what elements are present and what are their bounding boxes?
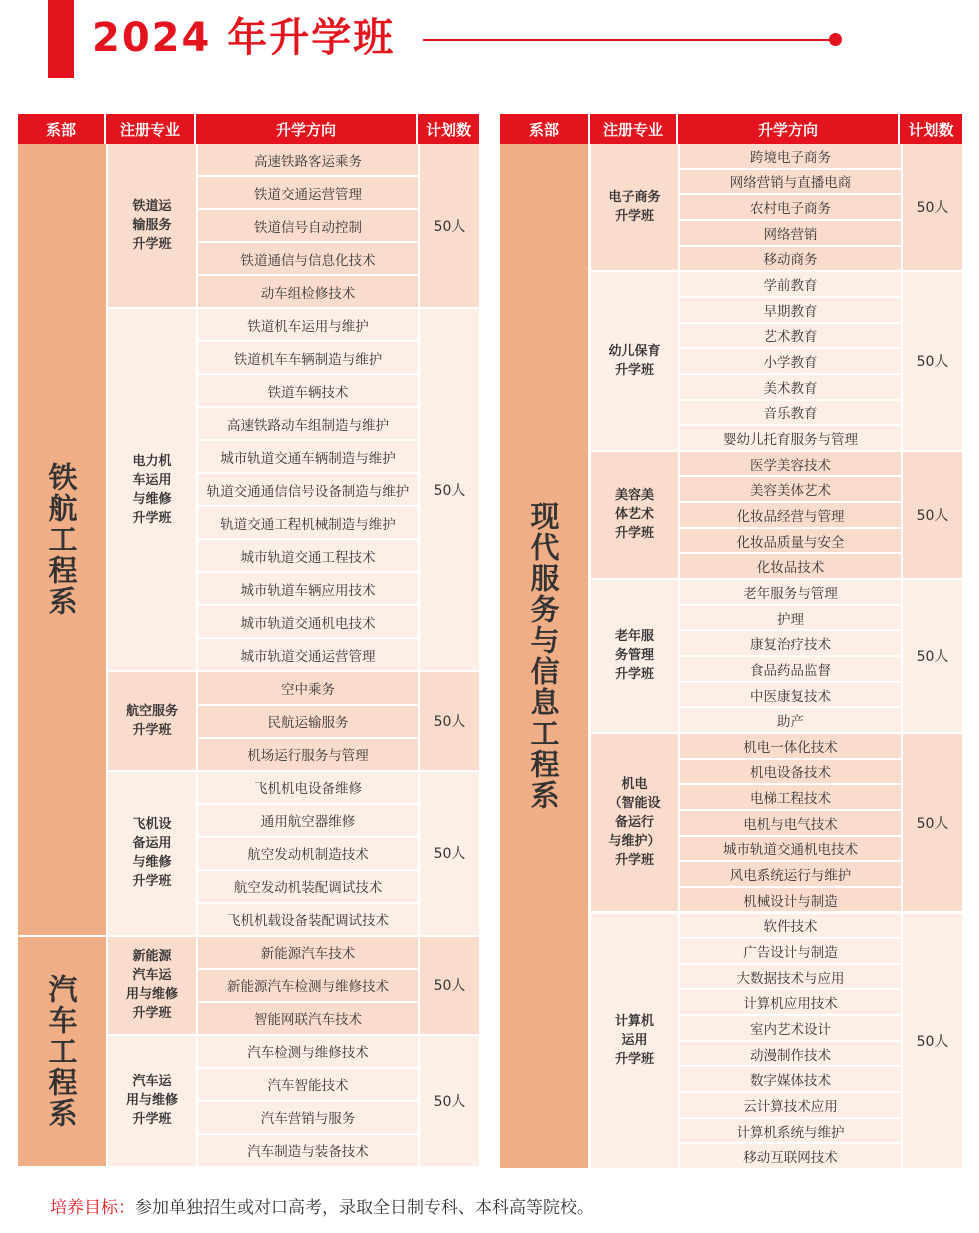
major-cell <box>108 772 196 935</box>
title-divider-dot <box>829 33 842 46</box>
left-table <box>18 114 479 1170</box>
direction-item: 汽车智能技术 <box>198 1069 418 1102</box>
major-cell <box>591 914 678 1169</box>
plan-count: 50人 <box>420 672 479 769</box>
direction-item: 机械设计与制造 <box>743 893 838 910</box>
direction-item: 轨道交通工程机械制造与维护 <box>198 507 418 540</box>
plan-count: 50人 <box>903 452 962 578</box>
plan-count: 50人 <box>420 144 479 307</box>
direction-item: 云计算技术应用 <box>680 1093 901 1119</box>
direction-list <box>680 914 901 1169</box>
direction-item: 电机与电气技术 <box>680 811 901 837</box>
major-name: 老年服 务管理 升学班 <box>614 629 654 683</box>
direction-list <box>680 452 901 578</box>
department-cell <box>500 144 588 1168</box>
direction-item: 广告设计与制造 <box>680 939 901 965</box>
major-name: 飞机设 备运用 与维修 升学班 <box>132 817 172 890</box>
direction-item: 汽车检测与维修技术 <box>198 1036 418 1069</box>
direction-item: 医学美容技术 <box>680 452 901 478</box>
header-direction: 升学方向 <box>196 114 418 144</box>
left-table-body <box>18 144 479 1170</box>
footer-goal-label: 培养目标： <box>50 1198 135 1218</box>
department-name: 铁航工程系 <box>44 461 79 617</box>
department-cell <box>18 937 106 1166</box>
plan-count: 50人 <box>903 272 962 450</box>
direction-item: 城市轨道车辆应用技术 <box>198 573 418 606</box>
header-direction: 升学方向 <box>678 114 900 144</box>
direction-item: 汽车营销与服务 <box>198 1102 418 1135</box>
direction-list <box>680 144 901 270</box>
plan-count: 50人 <box>903 734 962 912</box>
major-cell <box>108 672 196 769</box>
plan-count: 50人 <box>420 1036 479 1166</box>
direction-item: 铁道交通运营管理 <box>198 177 418 210</box>
direction-item: 中医康复技术 <box>680 683 901 709</box>
major-name: 美容美 体艺术 升学班 <box>614 488 654 542</box>
right-table <box>500 114 962 1170</box>
plan-count: 50人 <box>903 914 962 1169</box>
major-name: 铁道运 输服务 升学班 <box>132 199 172 253</box>
direction-item: 城市轨道交通工程技术 <box>198 540 418 573</box>
direction-item: 移动商务 <box>763 252 818 269</box>
direction-item: 音乐教育 <box>680 401 901 427</box>
header-dept: 系部 <box>500 114 590 144</box>
major-cell <box>591 272 678 450</box>
direction-item: 移动互联网技术 <box>743 1150 838 1167</box>
direction-list <box>198 937 418 1034</box>
direction-item: 康复治疗技术 <box>680 631 901 657</box>
header-major: 注册专业 <box>106 114 196 144</box>
major-name: 电力机 车运用 与维修 升学班 <box>132 453 172 526</box>
direction-item: 轨道交通通信信号设备制造与维护 <box>198 474 418 507</box>
direction-item: 软件技术 <box>680 914 901 940</box>
major-name: 汽车运 用与维修 升学班 <box>125 1074 178 1128</box>
direction-item: 老年服务与管理 <box>680 580 901 606</box>
direction-item: 铁道信号自动控制 <box>198 210 418 243</box>
direction-item: 食品药品监督 <box>680 657 901 683</box>
header-plan: 计划数 <box>908 120 954 139</box>
direction-item: 空中乘务 <box>198 672 418 705</box>
direction-item: 室内艺术设计 <box>680 1016 901 1042</box>
major-cell <box>108 1036 196 1166</box>
direction-item: 化妆品技术 <box>756 560 825 577</box>
direction-list <box>198 1036 418 1166</box>
direction-item: 护理 <box>680 606 901 632</box>
left-table-header <box>18 114 479 144</box>
major-name: 航空服务 升学班 <box>125 704 178 738</box>
direction-item: 数字媒体技术 <box>680 1067 901 1093</box>
major-name: 机电 （智能设 备运行 与维护） 升学班 <box>608 777 661 869</box>
direction-item: 婴幼儿托育服务与管理 <box>723 432 858 449</box>
footer-goal-text: 参加单独招生或对口高考，录取全日制专科、本科高等院校。 <box>135 1198 594 1218</box>
major-cell <box>591 734 678 912</box>
direction-item: 新能源汽车检测与维修技术 <box>198 970 418 1003</box>
major-name: 计算机 运用 升学班 <box>614 1014 654 1068</box>
direction-item: 铁道机车运用与维护 <box>198 309 418 342</box>
direction-item: 城市轨道交通机电技术 <box>198 606 418 639</box>
direction-item: 城市轨道交通机电技术 <box>680 837 901 863</box>
header-plan: 计划数 <box>425 120 471 139</box>
direction-item: 计算机应用技术 <box>680 990 901 1016</box>
direction-item: 小学教育 <box>680 349 901 375</box>
major-cell <box>591 452 678 578</box>
direction-item: 化妆品经营与管理 <box>680 503 901 529</box>
department-name: 汽车工程系 <box>44 973 79 1129</box>
plan-count: 50人 <box>903 144 962 270</box>
major-cell <box>108 937 196 1034</box>
direction-item: 农村电子商务 <box>680 195 901 221</box>
plan-count: 50人 <box>420 309 479 670</box>
major-cell <box>108 144 196 307</box>
direction-list <box>198 144 418 307</box>
direction-item: 飞机机电设备维修 <box>198 772 418 805</box>
plan-count: 50人 <box>903 580 962 732</box>
direction-item: 民航运输服务 <box>198 706 418 739</box>
direction-item: 美术教育 <box>680 375 901 401</box>
direction-item: 大数据技术与应用 <box>680 965 901 991</box>
direction-item: 铁道通信与信息化技术 <box>198 243 418 276</box>
direction-item: 跨境电子商务 <box>680 144 901 170</box>
plan-count: 50人 <box>420 937 479 1034</box>
department-cell <box>18 144 106 935</box>
major-cell <box>591 580 678 732</box>
major-name: 电子商务 升学班 <box>608 190 661 225</box>
direction-item: 风电系统运行与维护 <box>680 862 901 888</box>
direction-item: 铁道车辆技术 <box>198 375 418 408</box>
header-dept: 系部 <box>18 114 106 144</box>
direction-item: 高速铁路客运乘务 <box>198 144 418 177</box>
direction-item: 新能源汽车技术 <box>198 937 418 970</box>
direction-item: 城市轨道交通运营管理 <box>240 648 376 665</box>
major-name: 新能源 汽车运 用与维修 升学班 <box>125 949 178 1022</box>
major-cell <box>108 309 196 670</box>
header-major: 注册专业 <box>590 114 678 144</box>
right-table-body <box>500 144 962 1170</box>
direction-item: 网络营销 <box>680 221 901 247</box>
direction-list <box>198 772 418 935</box>
direction-item: 电梯工程技术 <box>680 785 901 811</box>
direction-item: 飞机机载设备装配调试技术 <box>227 913 389 930</box>
direction-item: 美容美体艺术 <box>680 477 901 503</box>
direction-item: 学前教育 <box>680 272 901 298</box>
direction-item: 动车组检修技术 <box>260 285 356 302</box>
direction-list <box>680 272 901 450</box>
direction-item: 高速铁路动车组制造与维护 <box>198 408 418 441</box>
direction-item: 助产 <box>777 714 804 731</box>
direction-item: 通用航空器维修 <box>198 805 418 838</box>
page-title: 2024 年升学班 <box>92 15 396 61</box>
title-divider-line <box>423 39 833 41</box>
direction-item: 机电设备技术 <box>680 760 901 786</box>
direction-list <box>198 309 418 670</box>
direction-list <box>198 672 418 769</box>
direction-item: 机电一体化技术 <box>680 734 901 760</box>
direction-item: 城市轨道交通车辆制造与维护 <box>198 441 418 474</box>
department-name: 现代服务与信息工程系 <box>526 501 561 811</box>
footer-goal <box>50 1193 594 1218</box>
direction-item: 机场运行服务与管理 <box>247 748 369 765</box>
direction-item: 航空发动机制造技术 <box>198 838 418 871</box>
major-cell <box>591 144 678 270</box>
direction-item: 铁道机车车辆制造与维护 <box>198 342 418 375</box>
direction-item: 智能网联汽车技术 <box>254 1012 362 1029</box>
direction-item: 计算机系统与维护 <box>680 1119 901 1145</box>
direction-item: 艺术教育 <box>680 324 901 350</box>
direction-item: 动漫制作技术 <box>680 1042 901 1068</box>
direction-list <box>680 580 901 732</box>
direction-item: 网络营销与直播电商 <box>680 170 901 196</box>
major-name: 幼儿保育 升学班 <box>608 344 661 379</box>
direction-item: 汽车制造与装备技术 <box>247 1144 369 1161</box>
right-table-header <box>500 114 962 144</box>
plan-count: 50人 <box>420 772 479 935</box>
direction-item: 航空发动机装配调试技术 <box>198 871 418 904</box>
direction-item: 早期教育 <box>680 298 901 324</box>
title-accent-bar <box>48 0 74 78</box>
direction-item: 化妆品质量与安全 <box>680 529 901 555</box>
direction-list <box>680 734 901 912</box>
